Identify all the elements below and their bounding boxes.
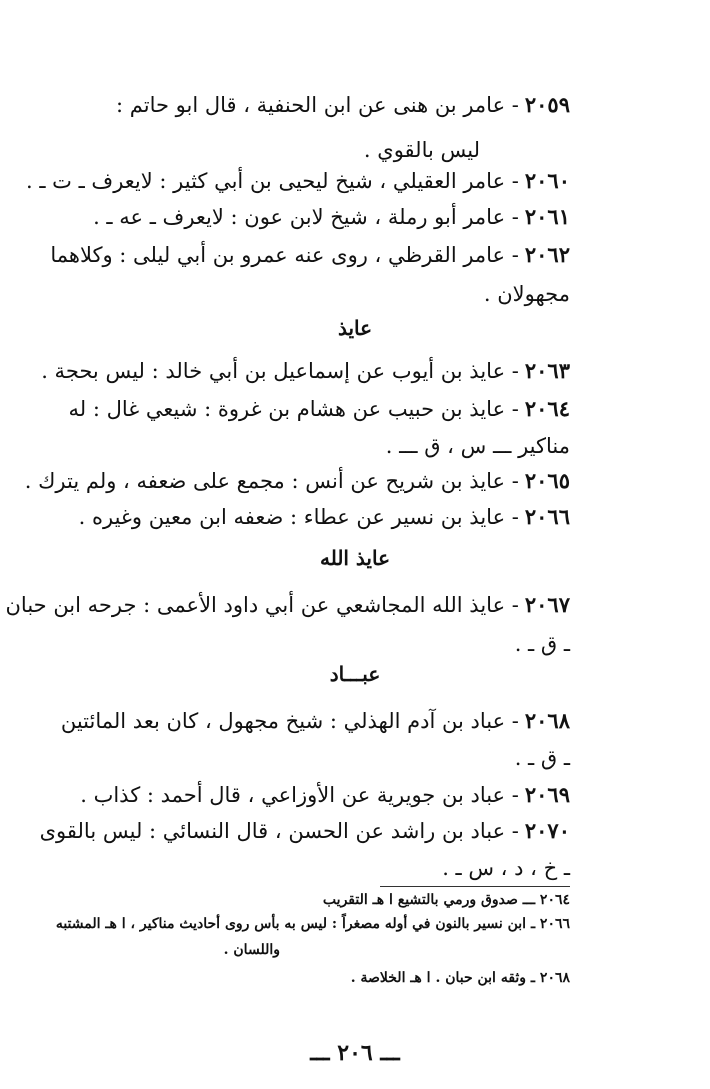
entry-2059 [20,92,570,117]
footnote-number: ٢٠٦٨ [539,970,570,986]
entry-2070-continuation: ـ خ ، د ، س ـ . [442,856,570,880]
entry-text: - عامر بن هنى عن ابن الحنفية ، قال ابو حاتم : [116,93,519,117]
entry-2065 [25,468,570,493]
entry-text: - عباد بن آدم الهذلي : شيخ مجهول ، كان بعد المائتين [60,709,519,733]
entry-number: ٢٠٥٩ [524,92,570,117]
footnote-2066 [56,916,570,932]
section-heading-ayidh: عايذ [337,316,373,340]
footnote-2064 [323,892,570,908]
footnote-separator [380,886,570,887]
entry-2068-continuation: ـ ق ـ . [514,746,570,770]
footnote-2068 [351,970,570,986]
entry-text: - عايذ بن أيوب عن إسماعيل بن أبي خالد : ليس بحجة . [41,359,519,383]
section-heading-ayidh-allah: عايذ الله [319,546,391,570]
entry-text: - عايذ بن حبيب عن هشام بن غروة : شيعي غال : له [68,397,519,421]
entry-2062 [50,242,570,267]
entry-2060 [26,168,570,193]
entry-number: ٢٠٧٠ [524,818,570,843]
entry-text: - عباد بن راشد عن الحسن ، قال النسائي : ليس بالقوى [39,819,519,843]
entry-text: - عامر العقيلي ، شيخ ليحيى بن أبي كثير : لايعرف ـ ت ـ . [25,169,519,193]
footnote-text: ـ وثقه ابن حبان . ا هـ الخلاصة . [350,970,536,986]
entry-text: - عامر القرظي ، روى عنه عمرو بن أبي ليلى : وكلاهما [50,243,519,267]
entry-text: - عايذ بن نسير عن عطاء : ضعفه ابن معين وغيره . [78,505,519,529]
entry-2063 [41,358,570,383]
entry-2067-continuation: ـ ق ـ . [514,632,570,656]
entry-number: ٢٠٦٩ [524,782,570,807]
entry-2069 [80,782,570,807]
entry-2062-continuation: مجهولان . [483,282,570,306]
entry-2059-continuation: ليس بالقوي . [363,138,480,162]
entry-number: ٢٠٦١ [524,204,570,229]
entry-2064 [68,396,570,421]
entry-number: ٢٠٦٥ [524,468,570,493]
footnote-number: ٢٠٦٦ [539,916,570,932]
footnote-number: ٢٠٦٤ [539,892,570,908]
entry-number: ٢٠٦٣ [524,358,570,383]
entry-2066 [79,504,570,529]
entry-number: ٢٠٦٦ [524,504,570,529]
footnote-2066-continuation: واللسان . [223,942,280,958]
entry-number: ٢٠٦٧ [524,592,570,617]
entry-text: - عباد بن جويرية عن الأوزاعي ، قال أحمد : كذاب . [80,783,519,807]
entry-text: - عايذ بن شريح عن أنس : مجمع على ضعفه ، ولم يترك . [24,469,519,493]
entry-number: ٢٠٦٠ [524,168,570,193]
footnote-text: ـ ابن نسير بالنون في أوله مصغراً : ليس به بأس روى أحاديث مناكير ، ا هـ المشتبه [55,916,536,932]
entry-text: - عايذ الله المجاشعي عن أبي داود الأعمى : جرحه ابن حبان [5,593,519,617]
entry-text: - عامر أبو رملة ، شيخ لابن عون : لايعرف ـ عه ـ . [93,205,519,229]
entry-number: ٢٠٦٢ [524,242,570,267]
entry-number: ٢٠٦٨ [524,708,570,733]
section-heading-abbad: عبـــاد [329,662,381,686]
entry-2068 [61,708,570,733]
footnote-text: ـــ صدوق ورمي بالتشيع ا هـ التقريب [322,892,536,908]
entry-2064-continuation: مناكير ـــ س ، ق ـــ . [385,434,570,458]
entry-2070 [40,818,570,843]
entry-2067 [5,592,570,617]
entry-2061 [93,204,570,229]
entry-number: ٢٠٦٤ [524,396,570,421]
page-number: ـــ ٢٠٦ ـــ [310,1040,400,1066]
